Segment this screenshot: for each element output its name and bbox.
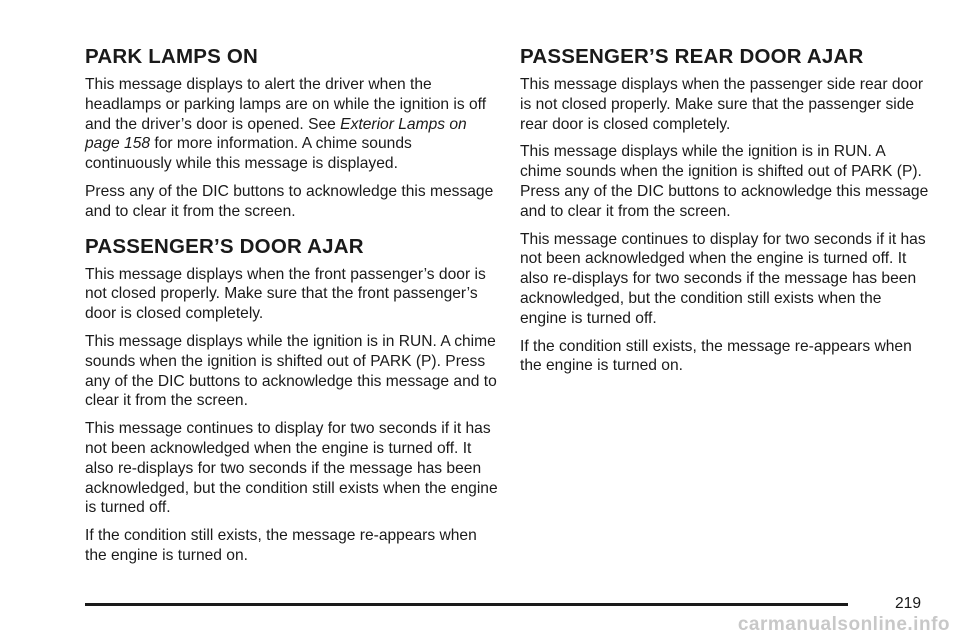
paragraph: If the condition still exists, the message re-appears when the engine is turned on.: [520, 337, 912, 375]
paragraph-text: This message displays to alert the driver when the headlamps or parking lamps are on while the ignition is off and the driver’s door is opened. See: [85, 76, 487, 133]
section-passengers-door-ajar: [85, 234, 500, 566]
watermark: carmanualsonline.info: [737, 614, 950, 635]
paragraph: This message continues to display for two seconds if it has not been acknowledged when the engine is turned off. It also re-displays for two seconds if the message has been acknowledged, but the condition still exists when the engine is turned off.: [85, 420, 498, 517]
paragraph-text: for more information. A chime sounds continuously while this message is displayed.: [85, 135, 412, 173]
page-number: 219: [895, 595, 922, 612]
paragraph: If the condition still exists, the message re-appears when the engine is turned on.: [85, 527, 477, 564]
paragraph: This message displays when the front passenger’s door is not closed properly. Make sure that the front passenger’s door is closed completely.: [85, 265, 486, 323]
right-column: [520, 44, 930, 388]
paragraph: Press any of the DIC buttons to acknowledge this message and to clear it from the screen.: [85, 182, 494, 220]
left-column: [85, 44, 500, 578]
section-heading: PARK LAMPS ON: [85, 45, 259, 68]
section-heading: PASSENGER’S DOOR AJAR: [85, 234, 364, 258]
section-passengers-rear-door-ajar: [520, 44, 930, 376]
paragraph: This message displays while the ignition is in RUN. A chime sounds when the ignition is shifted out of PARK (P). Press any of the DIC buttons to acknowledge this message and to clear it from the screen.: [520, 143, 929, 220]
section-heading: PASSENGER’S REAR DOOR AJAR: [520, 45, 864, 68]
page-reference-link[interactable]: Exterior Lamps on page 158: [85, 115, 467, 153]
paragraph: This message displays while the ignition is in RUN. A chime sounds when the ignition is shifted out of PARK (P). Press any of the DIC buttons to acknowledge this message and to clear it from the screen.: [85, 332, 497, 410]
paragraph: This message displays when the passenger side rear door is not closed properly. Make sure that the passenger side rear door is closed completely.: [520, 76, 924, 133]
paragraph: [85, 75, 500, 174]
paragraph: This message continues to display for two seconds if it has not been acknowledged when the engine is turned off. It also re-displays for two seconds if the message has been acknowledged, but the condition still exists when the engine is turned off.: [520, 230, 926, 327]
section-park-lamps-on: [85, 44, 500, 222]
footer-rule: [85, 603, 848, 606]
